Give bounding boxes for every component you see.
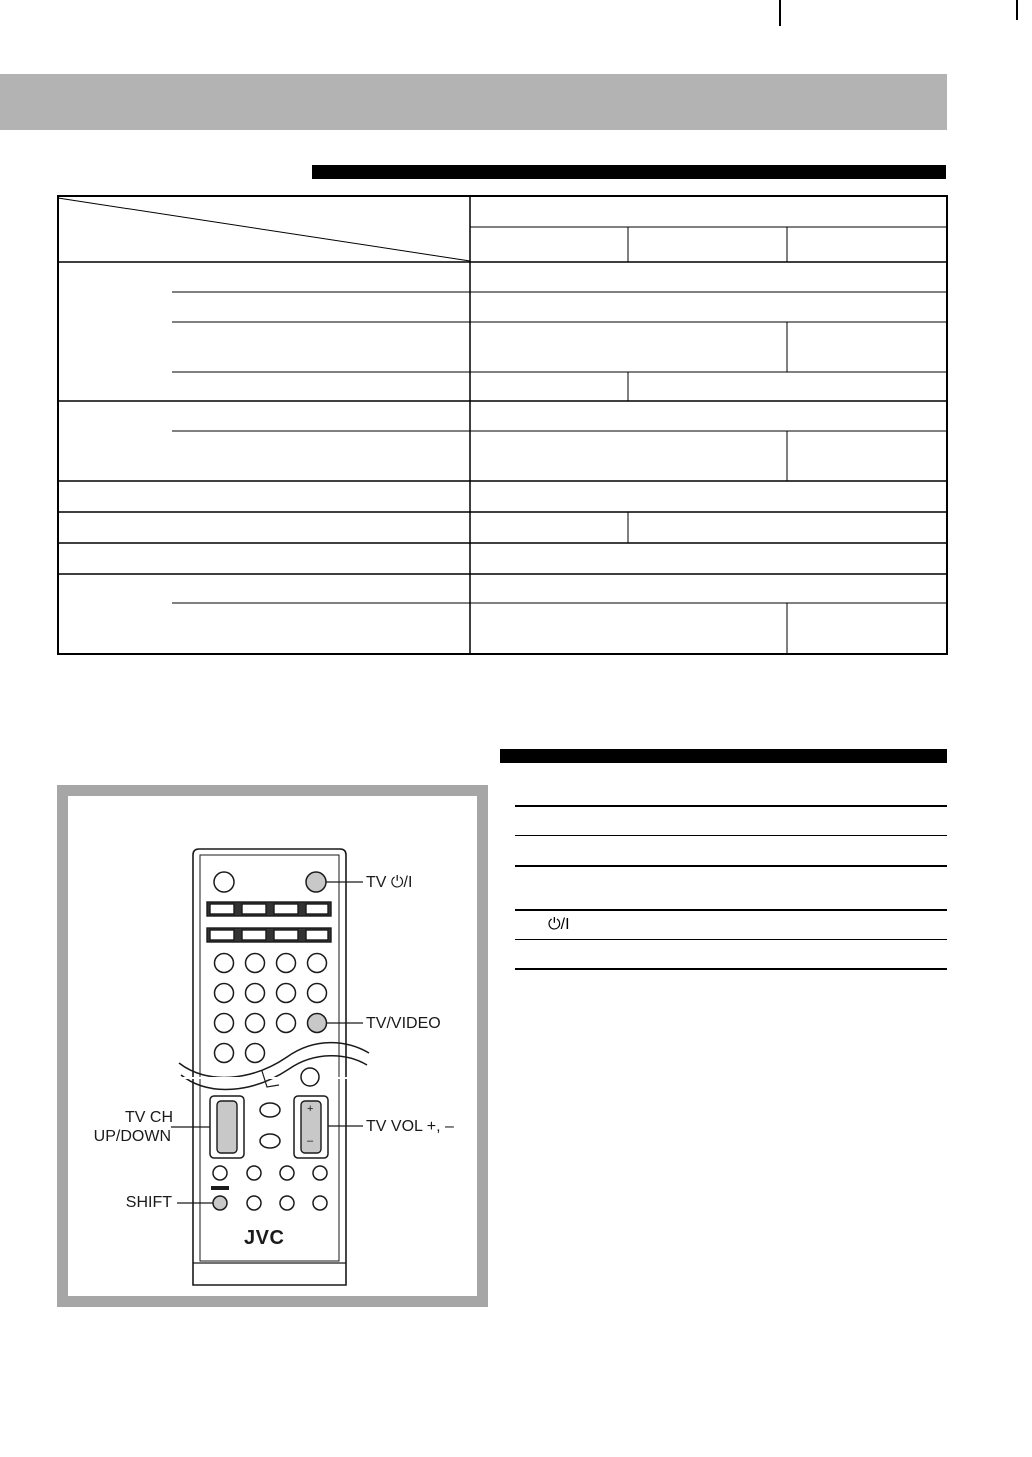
table-diagonal xyxy=(58,198,470,261)
vol-plus-label: + xyxy=(307,1103,314,1115)
table-frame xyxy=(58,196,947,654)
tv-ch-button xyxy=(217,1101,237,1153)
up-down-label: UP/DOWN xyxy=(93,1128,171,1145)
tv-vol-label: TV VOL +, – xyxy=(366,1118,454,1135)
tv-power-button xyxy=(306,872,326,892)
list-rule xyxy=(515,865,947,867)
power-symbol: ⏻/I xyxy=(548,916,570,933)
shift-button xyxy=(213,1196,227,1210)
shift-label: SHIFT xyxy=(125,1194,172,1211)
vol-minus-label: – xyxy=(307,1135,314,1147)
list-rule xyxy=(515,909,947,911)
list-rule xyxy=(515,939,947,940)
tv-power-label: TV ⏻/I xyxy=(366,874,413,891)
tv-video-button xyxy=(308,1014,327,1033)
standby-button xyxy=(214,872,234,892)
tv-video-label: TV/VIDEO xyxy=(366,1015,441,1032)
list-rule xyxy=(515,835,947,836)
brand-logo: JVC xyxy=(244,1227,285,1249)
tv-ch-label: TV CH xyxy=(125,1109,173,1126)
list-rule xyxy=(515,968,947,970)
list-rule xyxy=(515,805,947,807)
